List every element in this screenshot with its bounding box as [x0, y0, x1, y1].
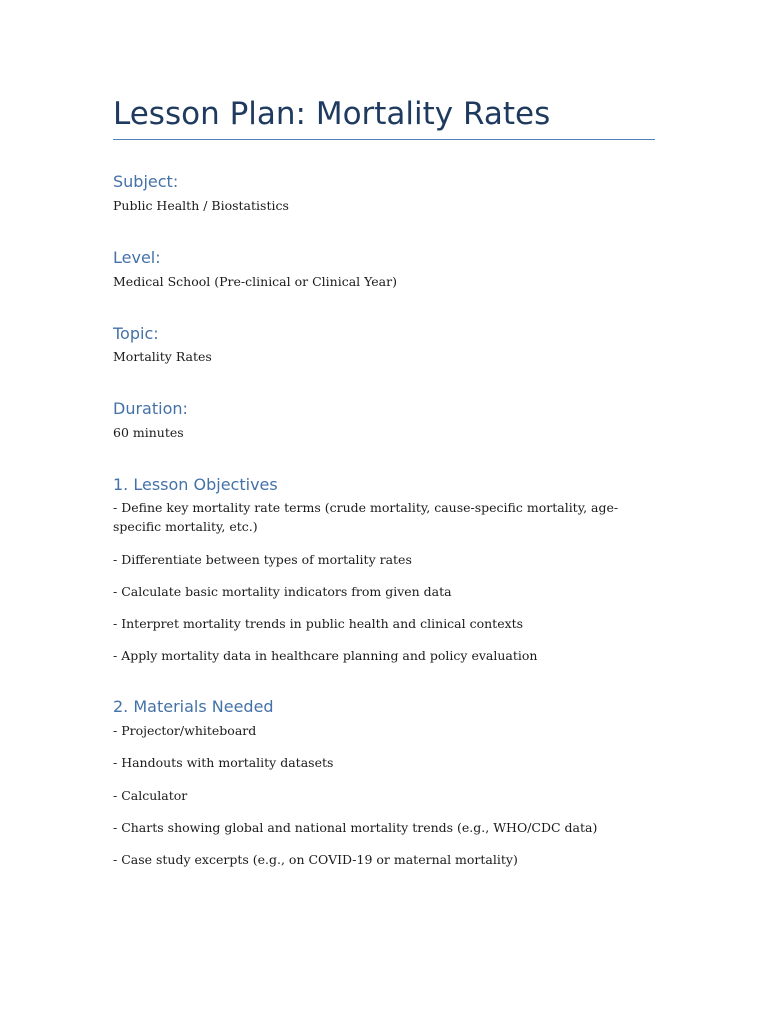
subject-value: Public Health / Biostatistics [113, 198, 289, 213]
objective-item: - Differentiate between types of mortality rates [113, 552, 412, 567]
duration-heading: Duration: [113, 399, 188, 418]
subject-heading: Subject: [113, 172, 179, 191]
title-underline [113, 139, 655, 140]
objective-item: - Apply mortality data in healthcare planning and policy evaluation [113, 648, 538, 663]
objective-item: - Calculate basic mortality indicators from given data [113, 584, 452, 599]
material-item: - Projector/whiteboard [113, 723, 257, 738]
material-item: - Case study excerpts (e.g., on COVID-19 or maternal mortality) [113, 852, 518, 867]
objectives-heading: 1. Lesson Objectives [113, 475, 278, 494]
materials-heading: 2. Materials Needed [113, 697, 274, 716]
level-heading: Level: [113, 248, 161, 267]
level-value: Medical School (Pre-clinical or Clinical Year) [113, 274, 397, 289]
material-item: - Calculator [113, 788, 188, 803]
duration-value: 60 minutes [113, 425, 184, 440]
objective-item: - Define key mortality rate terms (crude mortality, cause-specific mortality, age-specific mortality, etc.) [113, 500, 619, 534]
topic-value: Mortality Rates [113, 349, 212, 364]
topic-heading: Topic: [113, 324, 159, 343]
material-item: - Charts showing global and national mortality trends (e.g., WHO/CDC data) [113, 820, 598, 835]
objective-item: - Interpret mortality trends in public health and clinical contexts [113, 616, 524, 631]
document-title: Lesson Plan: Mortality Rates [113, 96, 551, 132]
material-item: - Handouts with mortality datasets [113, 755, 334, 770]
